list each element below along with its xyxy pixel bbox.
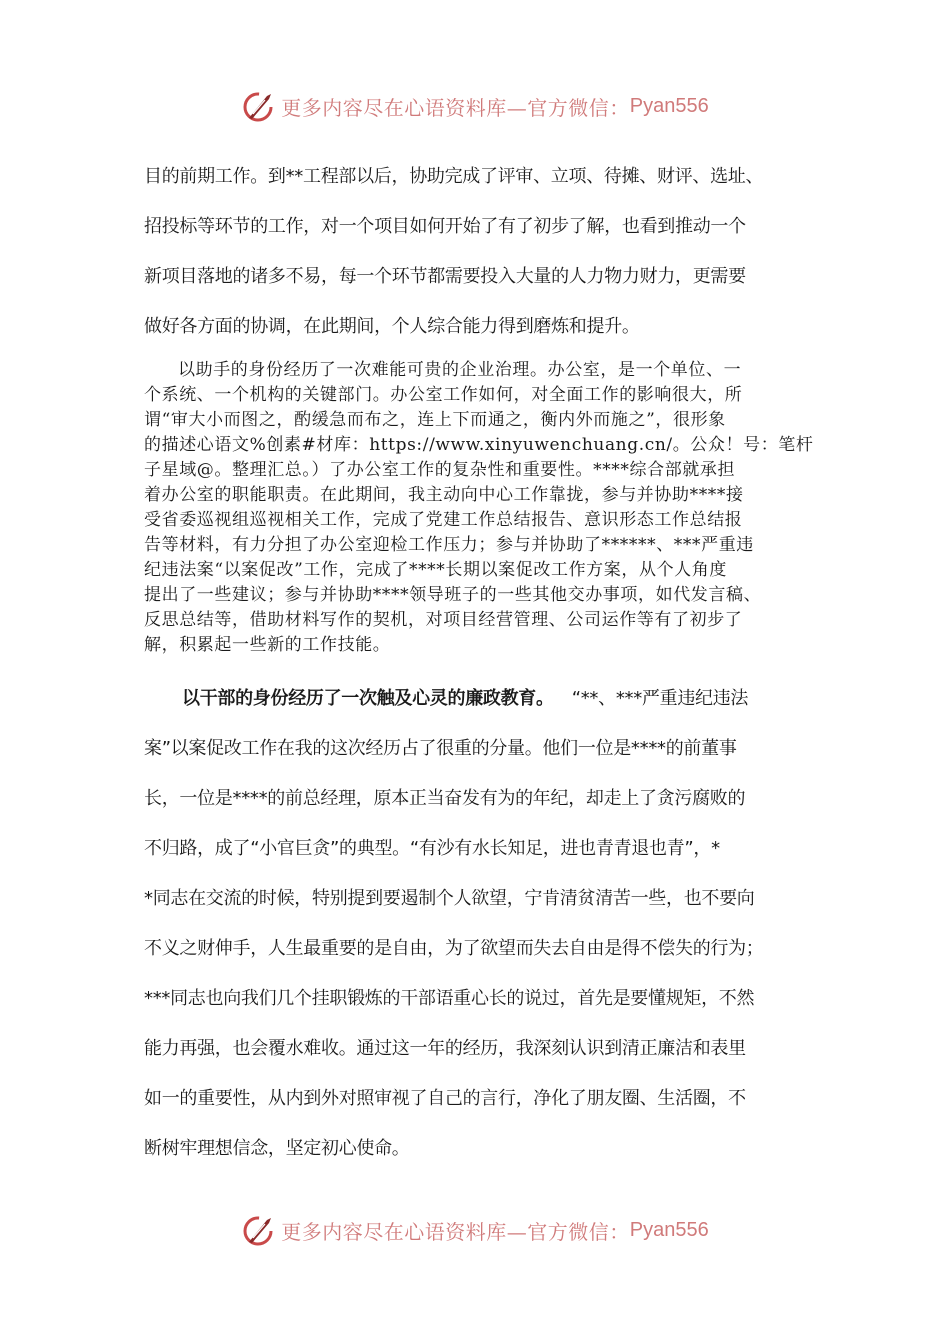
paragraph-line: 个系统、一个机构的关键部门。办公室工作如何，对全面工作的影响很大，所 bbox=[144, 385, 743, 405]
paragraph-line: 断树牢理想信念，坚定初心使命。 bbox=[144, 1138, 410, 1159]
paragraph-line: 能力再强，也会覆水难收。通过这一年的经历，我深刻认识到清正廉洁和表里 bbox=[144, 1038, 746, 1059]
paragraph-line: *同志在交流的时候，特别提到要遏制个人欲望，宁肯清贫清苦一些，也不要向 bbox=[144, 888, 755, 909]
paragraph-line: 解，积累起一些新的工作技能。 bbox=[144, 635, 391, 655]
paragraph-line: 的描述心语文%创素#材库：https://www.xinyuwenchuang.cn/。公众！号：笔杆 bbox=[144, 435, 814, 455]
header-wechat-id: Pyan556 bbox=[629, 94, 709, 117]
paragraph-line: 不归路，成了“小官巨贪”的典型。“有沙有水长知足，进也青青退也青”，* bbox=[144, 838, 720, 859]
header-watermark bbox=[0, 84, 950, 128]
paragraph-line: 招投标等环节的工作，对一个项目如何开始了有了初步了解，也看到推动一个 bbox=[144, 216, 746, 237]
paragraph-line: 着办公室的职能职责。在此期间，我主动向中心工作靠拢，参与并协助****接 bbox=[144, 485, 744, 505]
paragraph-line: 提出了一些建议；参与并协助****领导班子的一些其他交办事项，如代发言稿、 bbox=[144, 585, 762, 605]
document-body bbox=[144, 152, 816, 1174]
paragraph-1 bbox=[144, 152, 816, 352]
paragraph-line: 子星域@。整理汇总。）了办公室工作的复杂性和重要性。****综合部就承担 bbox=[144, 460, 736, 480]
paragraph-3 bbox=[144, 674, 816, 1174]
quill-logo-icon bbox=[241, 88, 277, 124]
footer-watermark bbox=[0, 1208, 950, 1252]
paragraph-line: 反思总结等，借助材料写作的契机，对项目经营管理、公司运作等有了初步了 bbox=[144, 610, 743, 630]
paragraph-line: 如一的重要性，从内到外对照审视了自己的言行，净化了朋友圈、生活圈，不 bbox=[144, 1088, 746, 1109]
paragraph-line: 做好各方面的协调，在此期间，个人综合能力得到磨炼和提升。 bbox=[144, 316, 640, 337]
paragraph-line: 新项目落地的诸多不易，每一个环节都需要投入大量的人力物力财力，更需要 bbox=[144, 266, 746, 287]
footer-text: 更多内容尽在心语资料库—官方微信： bbox=[281, 1219, 630, 1244]
paragraph-heading: 以干部的身份经历了一次触及心灵的廉政教育。 bbox=[182, 688, 554, 709]
paragraph-line: 案”以案促改工作在我的这次经历占了很重的分量。他们一位是****的前董事 bbox=[144, 738, 737, 759]
paragraph-line bbox=[144, 674, 816, 724]
header-text: 更多内容尽在心语资料库—官方微信： bbox=[281, 95, 630, 120]
quill-logo-icon bbox=[241, 1212, 277, 1248]
paragraph-line: ***同志也向我们几个挂职锻炼的干部语重心长的说过，首先是要懂规矩，不然 bbox=[144, 988, 755, 1009]
paragraph-heading-rest: “**、***严重违纪违法 bbox=[571, 688, 749, 709]
paragraph-line: 不义之财伸手，人生最重要的是自由，为了欲望而失去自由是得不偿失的行为； bbox=[144, 938, 764, 959]
paragraph-2 bbox=[144, 358, 816, 658]
paragraph-line: 目的前期工作。到**工程部以后，协助完成了评审、立项、待摊、财评、选址、 bbox=[144, 166, 764, 187]
paragraph-line: 以助手的身份经历了一次难能可贵的企业治理。办公室，是一个单位、一 bbox=[178, 360, 742, 380]
paragraph-line: 谓“审大小而图之，酌缓急而布之，连上下而通之，衡内外而施之”，很形象 bbox=[144, 410, 726, 430]
footer-wechat-id: Pyan556 bbox=[629, 1218, 709, 1241]
paragraph-line: 受省委巡视组巡视相关工作，完成了党建工作总结报告、意识形态工作总结报 bbox=[144, 510, 743, 530]
paragraph-line: 长，一位是****的前总经理，原本正当奋发有为的年纪，却走上了贪污腐败的 bbox=[144, 788, 746, 809]
paragraph-line: 告等材料，有力分担了办公室迎检工作压力；参与并协助了******、***严重违 bbox=[144, 535, 754, 555]
paragraph-line: 纪违法案“以案促改”工作，完成了****长期以案促改工作方案，从个人角度 bbox=[144, 560, 727, 580]
